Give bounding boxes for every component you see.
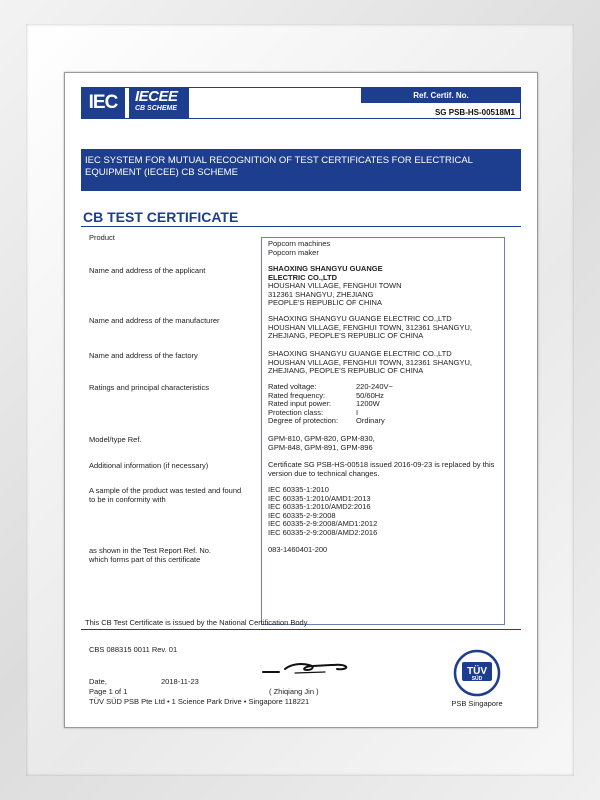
rating-name: Rated frequency: bbox=[268, 390, 326, 400]
additional-info-line: version due to technical changes. bbox=[268, 468, 380, 478]
model-line: GPM-810, GPM-820, GPM-830, bbox=[268, 434, 375, 443]
cb-scheme-logo-text: CB SCHEME bbox=[135, 105, 178, 112]
test-report-number: 083-1460401-200 bbox=[268, 545, 328, 554]
iec-logo: IEC bbox=[81, 87, 125, 119]
ratings-label: Ratings and principal characteristics bbox=[89, 383, 210, 392]
factory-line: SHAOXING SHANGYU GUANGE ELECTRIC CO.,LTD bbox=[268, 349, 452, 358]
scheme-banner: IEC SYSTEM FOR MUTUAL RECOGNITION OF TEST CERTIFICATES FOR ELECTRICAL EQUIPMENT (IECEE) CB SCHEME bbox=[81, 149, 521, 191]
rating-value: 50/60Hz bbox=[356, 390, 384, 400]
manufacturer-line: ZHEJIANG, PEOPLE'S REPUBLIC OF CHINA bbox=[268, 331, 424, 340]
model-label: Model/type Ref. bbox=[89, 435, 142, 444]
standard-item: IEC 60335-1:2010/AMD2:2016 bbox=[268, 502, 371, 511]
additional-info-label: Additional information (if necessary) bbox=[89, 461, 209, 470]
product-line: Popcorn maker bbox=[268, 247, 319, 257]
factory-line: ZHEJIANG, PEOPLE'S REPUBLIC OF CHINA bbox=[268, 366, 424, 375]
test-report-label-line: which forms part of this certificate bbox=[89, 555, 201, 564]
rating-value: Ordinary bbox=[356, 416, 385, 425]
standards-list bbox=[268, 486, 504, 537]
product-line: Popcorn machines bbox=[268, 239, 331, 248]
date-value: 2018-11-23 bbox=[161, 677, 199, 686]
rating-value: 1200W bbox=[356, 399, 380, 408]
signature-mark bbox=[261, 655, 361, 681]
test-report-label bbox=[89, 546, 257, 564]
applicant-address-line: 312361 SHANGYU, ZHEJIANG bbox=[268, 289, 374, 299]
standard-item: IEC 60335-1:2010 bbox=[268, 485, 329, 494]
test-report-label-line: as shown in the Test Report Ref. No. bbox=[89, 546, 212, 555]
tuv-caption: PSB Singapore bbox=[451, 699, 503, 708]
issuer-address: TÜV SÜD PSB Pte Ltd • 1 Science Park Drive • Singapore 118221 bbox=[89, 697, 310, 706]
ratings-value bbox=[268, 383, 504, 426]
sample-label-line: to be in conformity with bbox=[89, 495, 166, 504]
standard-item: IEC 60335-2-9:2008 bbox=[268, 510, 336, 520]
page-number: Page 1 of 1 bbox=[89, 687, 128, 696]
standard-item: IEC 60335-2-9:2008/AMD1:2012 bbox=[268, 519, 378, 528]
factory-value bbox=[268, 350, 504, 376]
iecee-logo-text: IECEE bbox=[135, 88, 178, 105]
cbs-reference: CBS 088315 0011 Rev. 01 bbox=[89, 645, 178, 654]
standard-item: IEC 60335-2-9:2008/AMD2:2016 bbox=[268, 527, 378, 537]
sample-label-line: A sample of the product was tested and found bbox=[89, 486, 242, 495]
rating-row bbox=[268, 417, 504, 426]
additional-info-value bbox=[268, 461, 504, 478]
standard-item: IEC 60335-1:2010/AMD1:2013 bbox=[268, 493, 371, 503]
rating-name: Degree of protection: bbox=[268, 416, 339, 425]
ref-certif-number: SG PSB-HS-00518M1 bbox=[434, 107, 515, 117]
product-value bbox=[268, 240, 504, 257]
rating-name: Rated voltage: bbox=[268, 382, 317, 391]
manufacturer-value bbox=[268, 315, 504, 341]
tuv-sud-logo-icon bbox=[453, 649, 501, 697]
manufacturer-line: HOUSHAN VILLAGE, FENGHUI TOWN, 312361 SHANGYU, bbox=[268, 322, 472, 332]
manufacturer-label: Name and address of the manufacturer bbox=[89, 316, 220, 325]
certificate-title: CB TEST CERTIFICATE bbox=[83, 209, 239, 225]
signer-name: ( Zhiqiang Jin ) bbox=[269, 687, 319, 696]
sample-label bbox=[89, 486, 257, 504]
manufacturer-line: SHAOXING SHANGYU GUANGE ELECTRIC CO.,LTD bbox=[268, 314, 452, 323]
model-value bbox=[268, 435, 504, 452]
applicant-address-line: PEOPLE'S REPUBLIC OF CHINA bbox=[268, 298, 382, 307]
rating-value: I bbox=[356, 407, 359, 417]
tuv-logo-subtext: SÜD bbox=[471, 676, 483, 682]
rating-name: Protection class: bbox=[268, 407, 324, 417]
applicant-address-line: HOUSHAN VILLAGE, FENGHUI TOWN bbox=[268, 281, 402, 290]
applicant-name-line: SHAOXING SHANGYU GUANGE bbox=[268, 264, 383, 273]
iecee-logo bbox=[129, 87, 189, 119]
factory-line: HOUSHAN VILLAGE, FENGHUI TOWN, 312361 SHANGYU, bbox=[268, 357, 472, 367]
issued-by-note: This CB Test Certificate is issued by the National Certification Body bbox=[85, 618, 308, 627]
applicant-label: Name and address of the applicant bbox=[89, 266, 206, 275]
date-label: Date, bbox=[89, 677, 107, 686]
title-divider bbox=[81, 226, 521, 227]
factory-label: Name and address of the factory bbox=[89, 351, 198, 360]
additional-info-line: Certificate SG PSB-HS-00518 issued 2016-09-23 is replaced by this bbox=[268, 460, 495, 469]
certificate-page bbox=[64, 72, 538, 728]
ref-certif-label: Ref. Certif. No. bbox=[361, 87, 521, 103]
model-line: GPM-848, GPM-891, GPM-896 bbox=[268, 442, 373, 452]
footer-divider bbox=[81, 629, 521, 630]
rating-name: Rated input power: bbox=[268, 399, 331, 408]
tuv-logo-text: TÜV bbox=[467, 666, 487, 677]
applicant-value bbox=[268, 265, 504, 308]
applicant-name-line: ELECTRIC CO.,LTD bbox=[268, 272, 338, 282]
product-label: Product bbox=[89, 233, 115, 242]
rating-value: 220-240V~ bbox=[356, 382, 393, 391]
